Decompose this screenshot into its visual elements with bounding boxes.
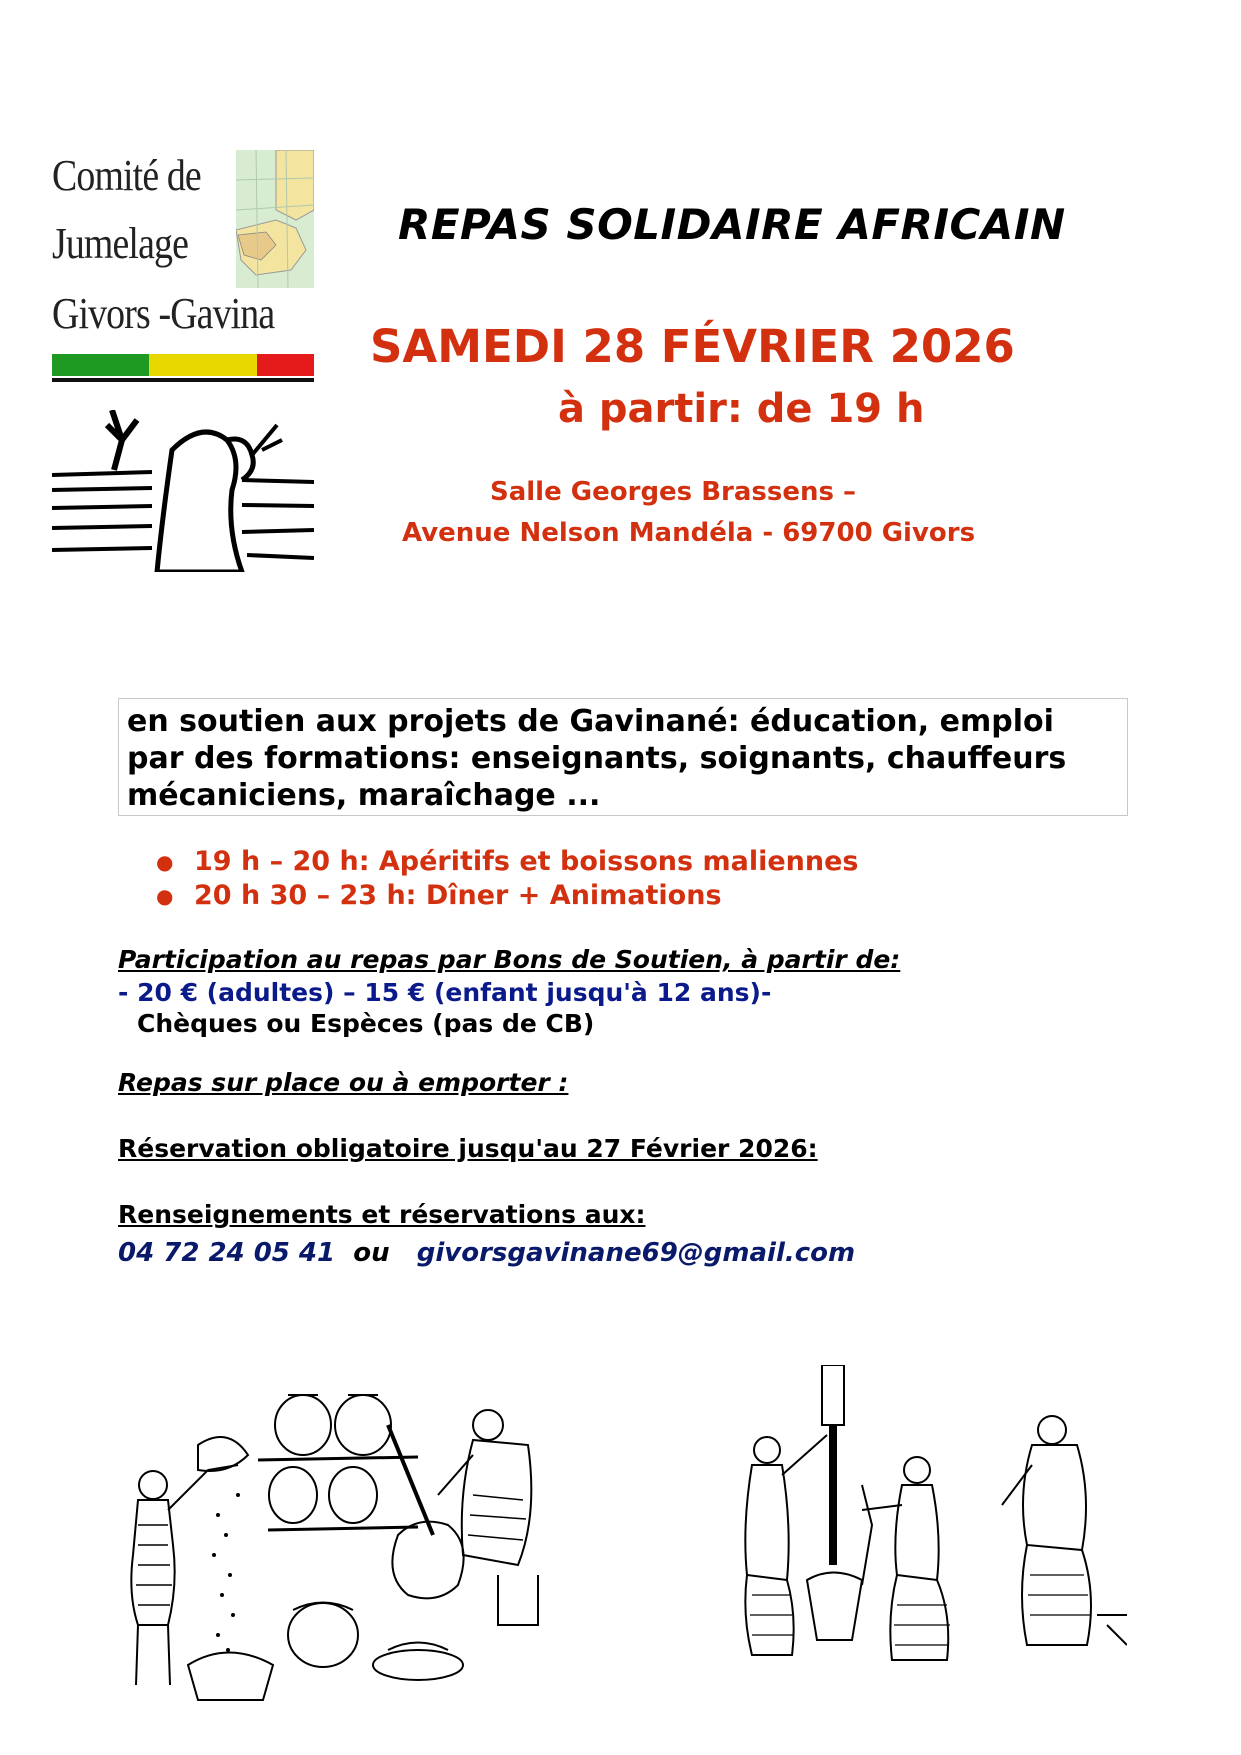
participation-prices: - 20 € (adultes) – 15 € (enfant jusqu'à 12 ans)-	[118, 978, 772, 1007]
or-text: ou	[353, 1238, 390, 1268]
venue-address: Avenue Nelson Mandéla - 69700 Givors	[402, 518, 976, 548]
cooking-scene-illustration	[118, 1295, 558, 1705]
bullet-icon: ●	[156, 884, 174, 908]
reservation-deadline: Réservation obligatoire jusqu'au 27 Février 2026:	[118, 1134, 818, 1163]
logo-text-line2: Jumelage	[52, 219, 189, 268]
logo-text-line3: Givors -Gavina	[52, 289, 275, 338]
event-date: SAMEDI 28 FÉVRIER 2026	[370, 320, 1015, 373]
support-description-box	[118, 698, 1128, 816]
woman-drawing-illustration	[52, 410, 314, 572]
pounding-grain-illustration	[712, 1365, 1127, 1665]
venue-name: Salle Georges Brassens –	[490, 477, 857, 507]
mali-flag-stripe	[52, 354, 314, 382]
email-link[interactable]: givorsgavinane69@gmail.com	[416, 1238, 856, 1268]
bullet-icon: ●	[156, 850, 174, 874]
contact-line	[118, 1238, 855, 1268]
schedule-item: ● 19 h – 20 h: Apéritifs et boissons maliennes	[156, 846, 859, 877]
takeaway-note: Repas sur place ou à emporter :	[118, 1068, 569, 1097]
payment-methods: Chèques ou Espèces (pas de CB)	[137, 1009, 595, 1038]
support-line: mécaniciens, maraîchage ...	[127, 778, 601, 813]
association-logo	[52, 150, 314, 385]
info-heading: Renseignements et réservations aux:	[118, 1200, 646, 1229]
logo-text-line1: Comité de	[52, 151, 201, 200]
support-line: en soutien aux projets de Gavinané: éducation, emploi	[127, 704, 1054, 739]
mali-map-icon	[236, 150, 314, 288]
event-time: à partir: de 19 h	[558, 386, 925, 432]
phone-number[interactable]: 04 72 24 05 41	[118, 1238, 336, 1268]
schedule-list	[150, 845, 859, 913]
schedule-item: ● 20 h 30 – 23 h: Dîner + Animations	[156, 880, 722, 911]
participation-heading: Participation au repas par Bons de Soutien, à partir de:	[118, 945, 901, 974]
support-line: par des formations: enseignants, soignants, chauffeurs	[127, 741, 1067, 776]
event-title: REPAS SOLIDAIRE AFRICAIN	[398, 200, 1066, 249]
